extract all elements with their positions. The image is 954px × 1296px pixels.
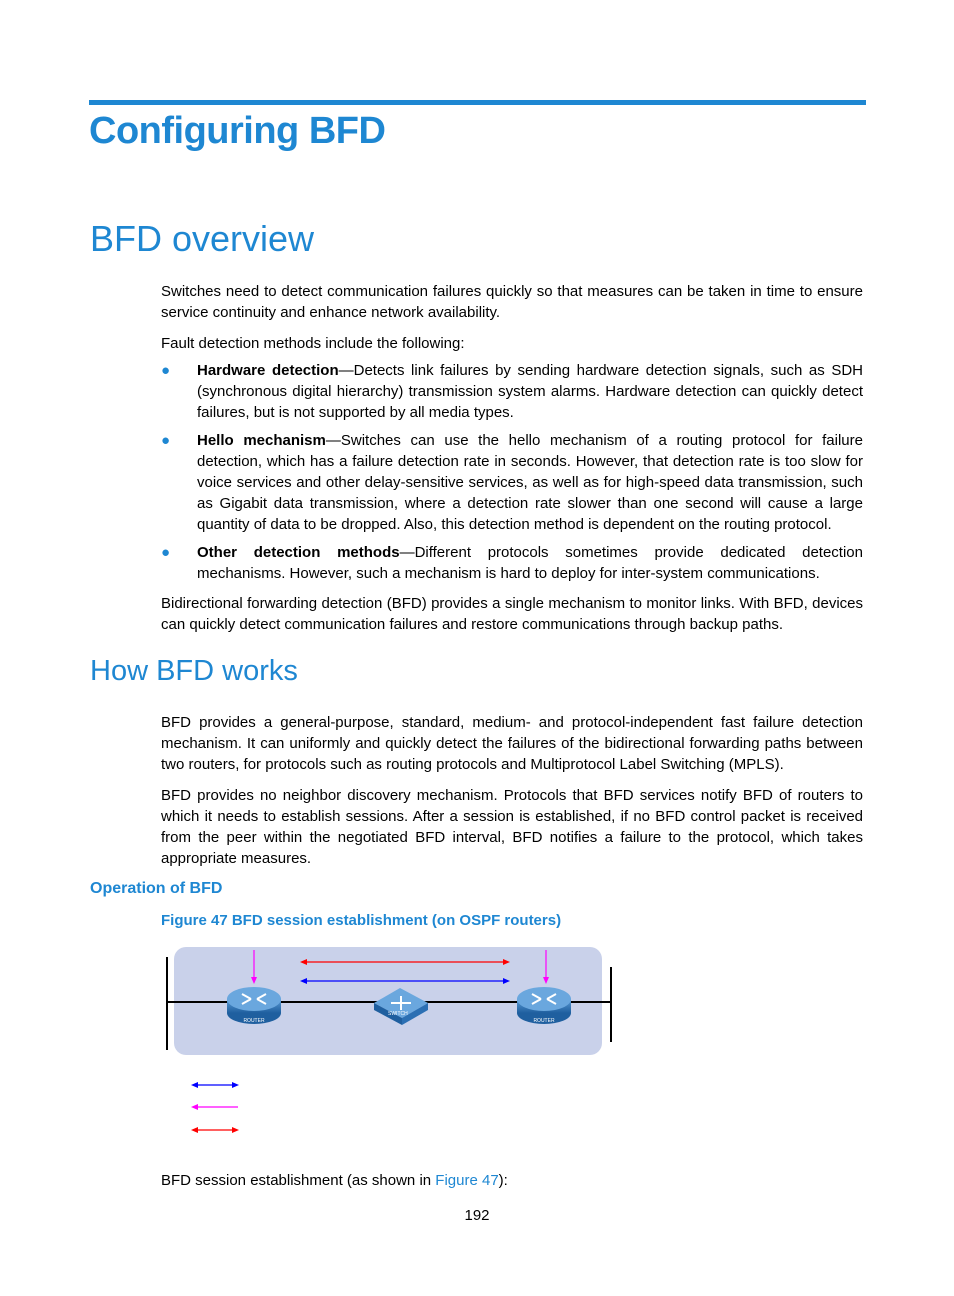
operation-title: Operation of BFD <box>90 880 223 897</box>
how-paragraph-1: BFD provides a general-purpose, standard, medium- and protocol-independent fast failure detection mechanism. It can uniformly and quickly detect the failures of the bidirectional forwarding paths between two routers, for protocols such as routing protocols and Multiprotocol Label Switching (MPLS). <box>161 714 863 773</box>
router-right-label: ROUTER <box>533 1018 555 1024</box>
how-paragraph-2: BFD provides no neighbor discovery mechanism. Protocols that BFD services notify BFD of routers to which it needs to establish sessions. After a session is established, if no BFD control packet is received from the peer within the negotiated BFD interval, BFD notifies a failure to the protocol, which takes appropriate measures. <box>161 787 863 867</box>
bullet-icon: ● <box>161 432 171 449</box>
legend-blue-arrow-icon <box>191 1082 239 1088</box>
subsection-title: How BFD works <box>90 655 298 687</box>
router-left-icon <box>227 987 281 1024</box>
bullet-icon: ● <box>161 362 171 379</box>
router-left-label: ROUTER <box>243 1018 265 1024</box>
legend-red-arrow-icon <box>191 1127 239 1133</box>
section-title: BFD overview <box>90 218 315 259</box>
bullet-term: Other detection methods <box>197 544 400 561</box>
bullet-description: —Different protocols sometimes provide dedicated detection mechanisms. However, such a mechanism is hard to deploy for inter-system communications. <box>197 544 863 582</box>
intro-paragraph-3: Bidirectional forwarding detection (BFD) provides a single mechanism to monitor links. With BFD, devices can quickly detect communication failures and restore communications through backup paths. <box>161 595 863 633</box>
figure-link[interactable]: Figure 47 <box>435 1172 499 1189</box>
chapter-title: Configuring BFD <box>89 110 386 152</box>
intro-paragraph-2: Fault detection methods include the following: <box>161 335 465 352</box>
bullet-icon: ● <box>161 544 171 561</box>
legend-magenta-arrow-icon <box>191 1104 238 1110</box>
figure-caption: Figure 47 BFD session establishment (on OSPF routers) <box>161 912 562 929</box>
router-right-icon <box>517 987 571 1024</box>
bullet-term: Hardware detection <box>197 362 339 379</box>
page-number: 192 <box>464 1207 490 1224</box>
bullet-term: Hello mechanism <box>197 432 326 449</box>
intro-paragraph-1: Switches need to detect communication failures quickly so that measures can be taken in time to ensure service continuity and enhance network availability. <box>161 283 863 321</box>
after-figure-text: BFD session establishment (as shown in Figure 47): <box>161 1172 508 1189</box>
bullet-description: —Detects link failures by sending hardware detection signals, such as SDH (synchronous digital hierarchy) transmission system alarms. Hardware detection can quickly detect failures, but is not supported by all media types. <box>197 362 863 421</box>
switch-label: SWITCH <box>388 1011 408 1017</box>
bullet-description: —Switches can use the hello mechanism of a routing protocol for failure detection, which has a failure detection rate in seconds. However, that detection rate is too slow for voice services and other delay-sensitive services, as well as for high-speed data transmission, such as Gigabit data transmission, where a detection rate slower than one second will cause a large quantity of data to be dropped. Also, this detection method is dependent on the routing protocol. <box>197 432 863 533</box>
